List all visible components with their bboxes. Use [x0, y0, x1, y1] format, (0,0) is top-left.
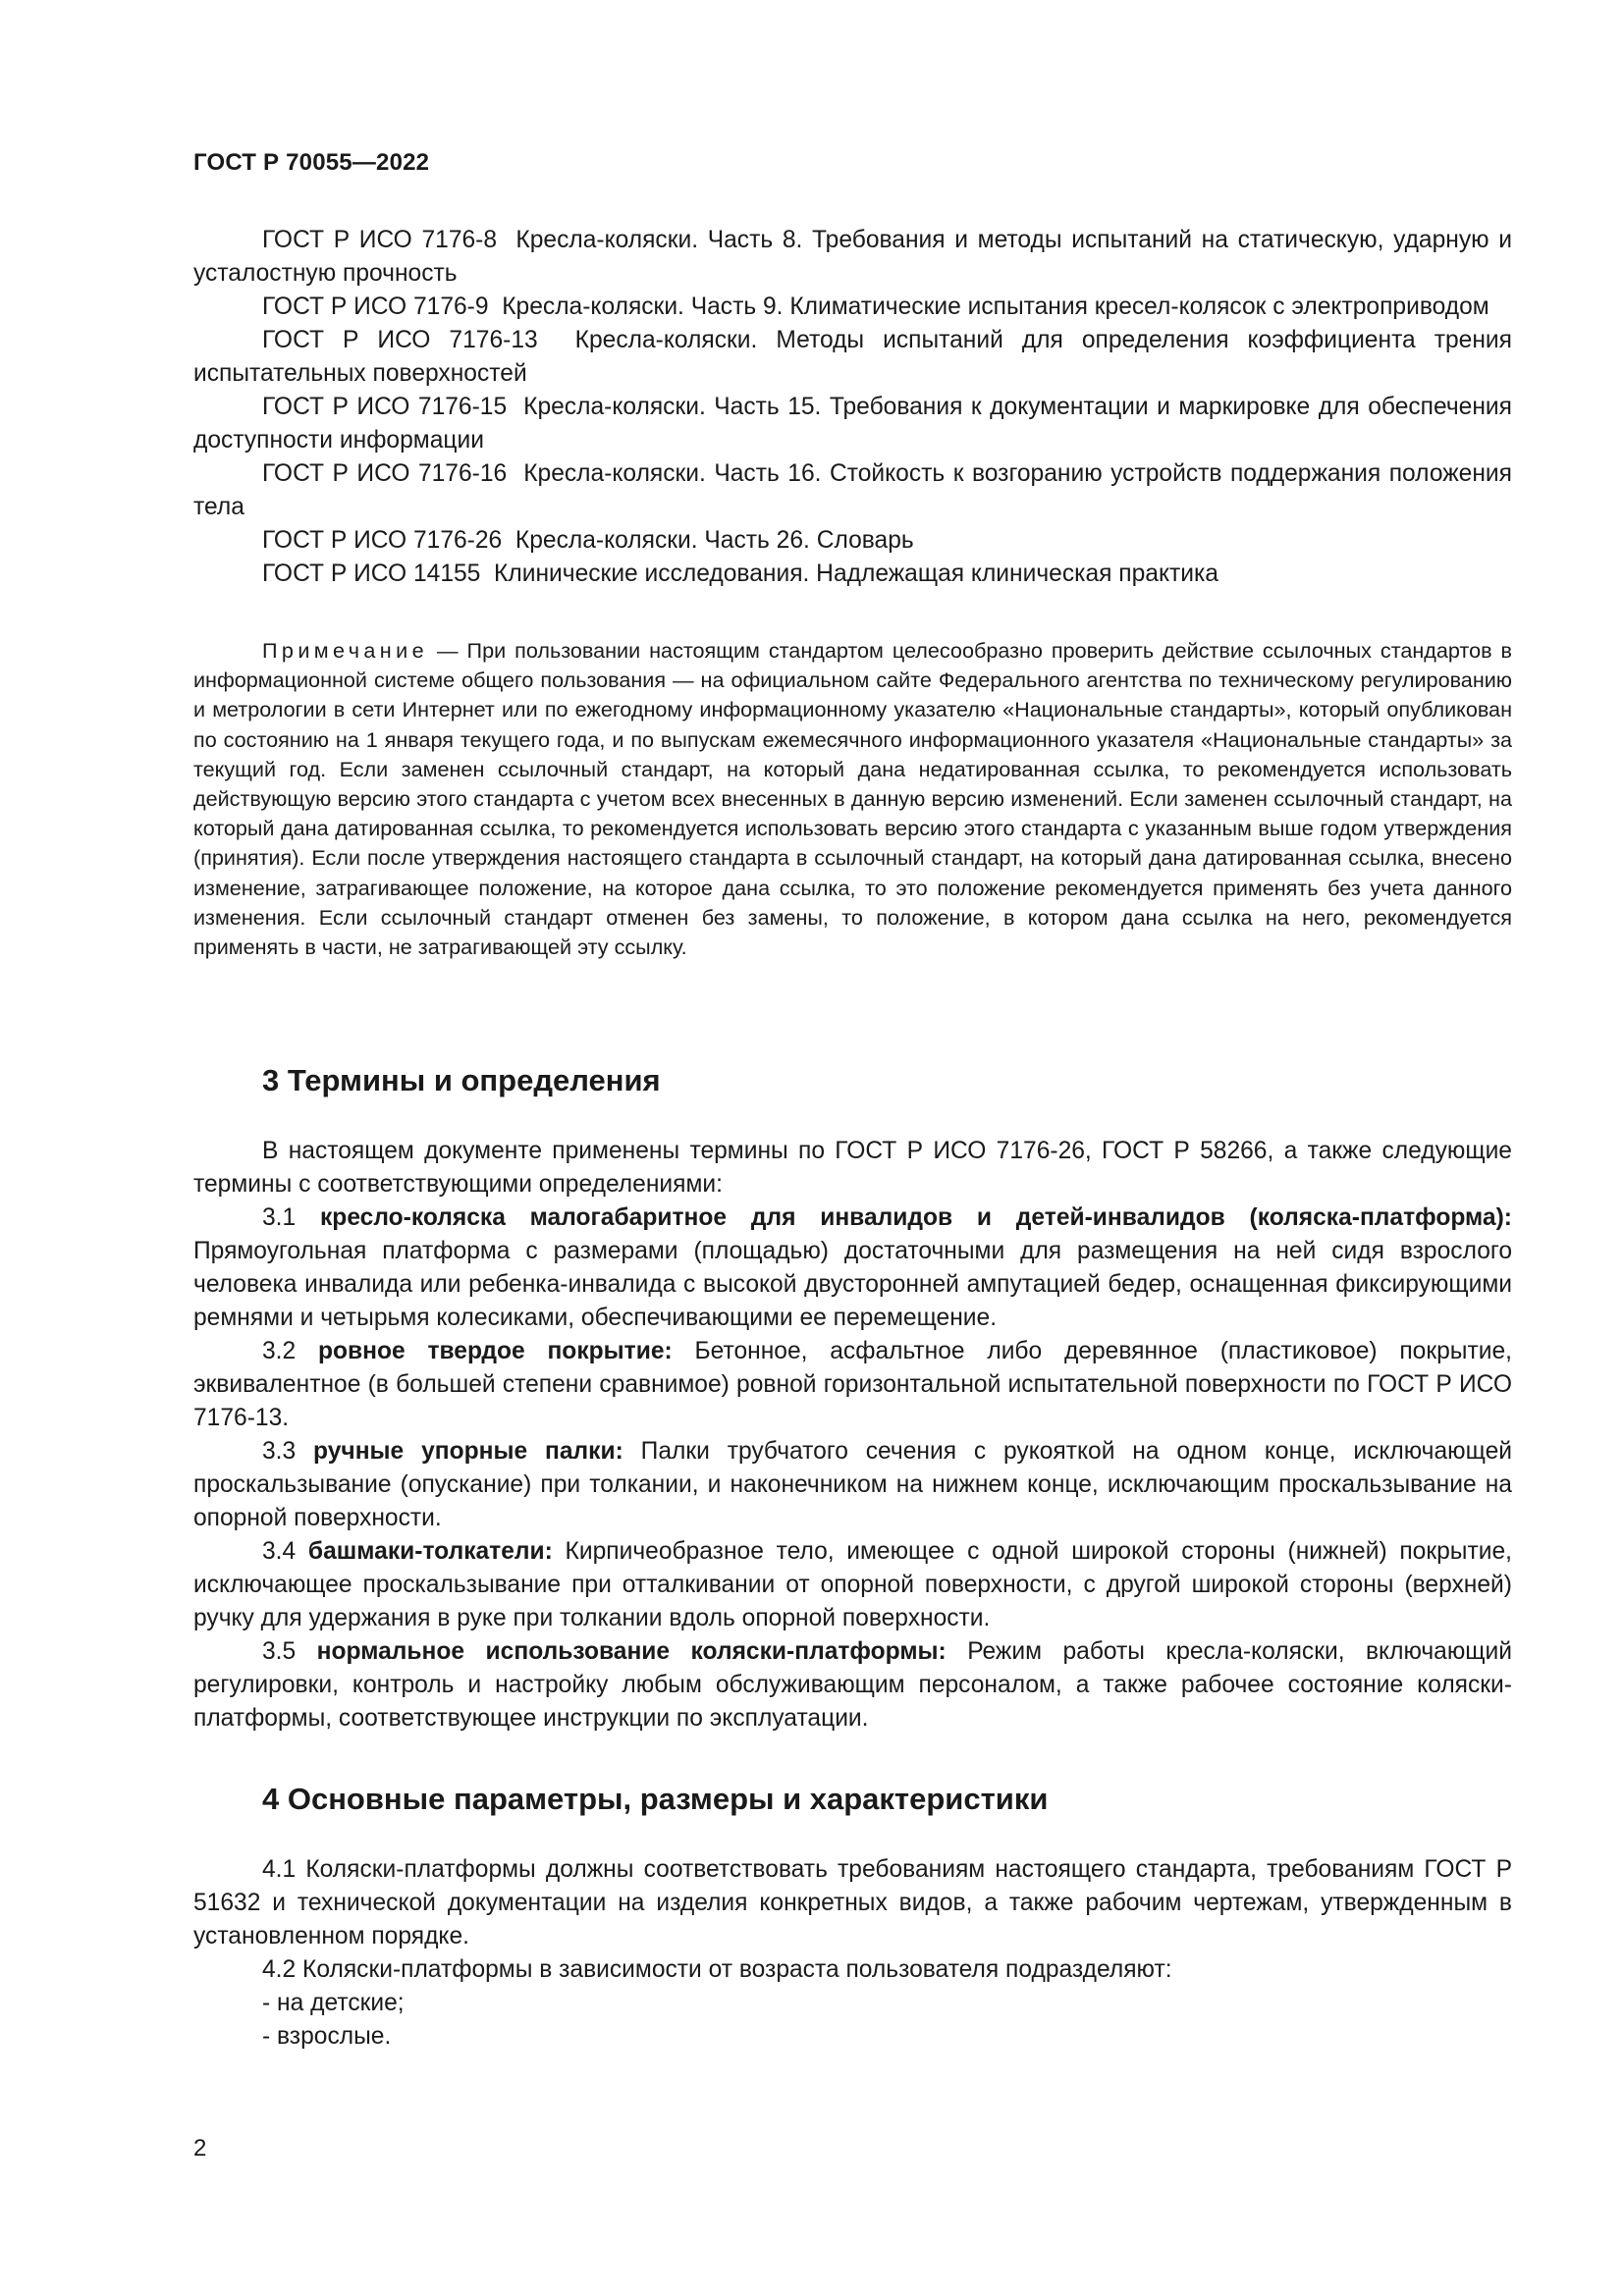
- term-definition: 3.1 кресло-коляска малогабаритное для инвалидов и детей-инвалидов (коляска-платформа): Прямоугольная платформа с размерами (площадью) достаточными для размещения на ней сидя взрослого человека инвалида или ребенка-инвалида с высокой двусторонней ампутацией бедер, оснащенная фиксирующими ремнями и четырьмя колесиками, обеспечивающими ее перемещение.: [193, 1204, 1512, 1331]
- note-label: Примечание: [262, 638, 428, 663]
- normative-references: [193, 224, 1512, 591]
- term-name: нормальное использование коляски-платформы:: [316, 1638, 947, 1665]
- section-4-paragraph: 4.1 Коляски-платформы должны соответствовать требованиям настоящего стандарта, требованиям ГОСТ Р 51632 и технической документации на изделия конкретных видов, а также рабочим чертежам, утвержденным в установленном порядке.: [193, 1856, 1512, 1949]
- reference-item: ГОСТ Р ИСО 7176-15 Кресла-коляски. Часть 15. Требования к документации и маркировке для обеспечения доступности информации: [193, 394, 1512, 454]
- note-block: [193, 636, 1512, 962]
- section-4-paragraph: 4.2 Коляски-платформы в зависимости от возраста пользователя подразделяют:: [262, 1956, 1172, 1983]
- section-4-body: [193, 1853, 1512, 2054]
- note-paragraph: [193, 636, 1512, 962]
- reference-item: ГОСТ Р ИСО 7176-13 Кресла-коляски. Методы испытаний для определения коэффициента трения испытательных поверхностей: [193, 327, 1512, 387]
- reference-item: ГОСТ Р ИСО 7176-8 Кресла-коляски. Часть 8. Требования и методы испытаний на статическую, ударную и усталостную прочность: [193, 227, 1512, 287]
- term-definition: 3.3 ручные упорные палки: Палки трубчатого сечения с рукояткой на одном конце, исключающей проскальзывание (опускание) при толкании, и наконечником на нижнем конце, исключающим проскальзывание на опорной поверхности.: [193, 1438, 1512, 1531]
- term-name: башмаки-толкатели:: [307, 1538, 553, 1565]
- page-number: 2: [193, 2135, 207, 2162]
- reference-item: ГОСТ Р ИСО 7176-9 Кресла-коляски. Часть 9. Климатические испытания кресел-колясок с электроприводом: [262, 294, 1489, 320]
- term-name: ровное твердое покрытие:: [317, 1338, 673, 1364]
- section-4-heading: 4 Основные параметры, размеры и характеристики: [262, 1782, 1049, 1816]
- term-name: ручные упорные палки:: [313, 1438, 623, 1465]
- section-3-body: [193, 1135, 1512, 1735]
- reference-item: ГОСТ Р ИСО 14155 Клинические исследования. Надлежащая клиническая практика: [262, 561, 1218, 587]
- term-definition: 3.2 ровное твердое покрытие: Бетонное, асфальтное либо деревянное (пластиковое) покрытие, эквивалентное (в большей степени сравнимое) ровной горизонтальной испытательной поверхности по ГОСТ Р ИСО 7176-13.: [193, 1338, 1512, 1431]
- term-definition: 3.5 нормальное использование коляски-платформы: Режим работы кресла-коляски, включающий регулировки, контроль и настройку любым обслуживающим персоналом, а также рабочее состояние коляски-платформы, соответствующее инструкции по эксплуатации.: [193, 1638, 1512, 1732]
- note-text: — При пользовании настоящим стандартом целесообразно проверить действие ссылочных стандартов в информационной системе общего пользования — на официальном сайте Федерального агентства по техническому регулированию и метрологии в сети Интернет или по ежегодному информационному указателю «Национальные стандарты», который опубликован по состоянию на 1 января текущего года, и по выпускам ежемесячного информационного указателя «Национальные стандарты» за текущий год. Если заменен ссылочный стандарт, на который дана недатированная ссылка, то рекомендуется использовать действующую версию этого стандарта с учетом всех внесенных в данную версию изменений. Если заменен ссылочный стандарт, на который дана датированная ссылка, то рекомендуется использовать версию этого стандарта с указанным выше годом утверждения (принятия). Если после утверждения настоящего стандарта в ссылочный стандарт, на который дана датированная ссылка, внесено изменение, затрагивающее положение, на которое дана ссылка, то это положение рекомендуется применять без учета данного изменения. Если ссылочный стандарт отменен без замены, то положение, в котором дана ссылка на него, рекомендуется применять в части, не затрагивающей эту ссылку.: [193, 638, 1512, 960]
- term-definition: 3.4 башмаки-толкатели: Кирпичеобразное тело, имеющее с одной широкой стороны (нижней) покрытие, исключающее проскальзывание при отталкивании от опорной поверхности, с другой широкой стороны (верхней) ручку для удержания в руке при толкании вдоль опорной поверхности.: [193, 1538, 1512, 1631]
- list-item: - на детские;: [262, 1990, 405, 2016]
- reference-item: ГОСТ Р ИСО 7176-26 Кресла-коляски. Часть 26. Словарь: [262, 527, 914, 554]
- document-header: ГОСТ Р 70055—2022: [193, 149, 430, 176]
- reference-item: ГОСТ Р ИСО 7176-16 Кресла-коляски. Часть 16. Стойкость к возгоранию устройств поддержания положения тела: [193, 460, 1512, 520]
- section-3-intro: В настоящем документе применены термины по ГОСТ Р ИСО 7176-26, ГОСТ Р 58266, а также следующие термины с соответствующими определениями:: [193, 1138, 1512, 1198]
- term-name: кресло-коляска малогабаритное для инвалидов и детей-инвалидов (коляска-платформа):: [319, 1204, 1512, 1231]
- list-item: - взрослые.: [262, 2023, 392, 2050]
- section-3-heading: 3 Термины и определения: [262, 1063, 661, 1097]
